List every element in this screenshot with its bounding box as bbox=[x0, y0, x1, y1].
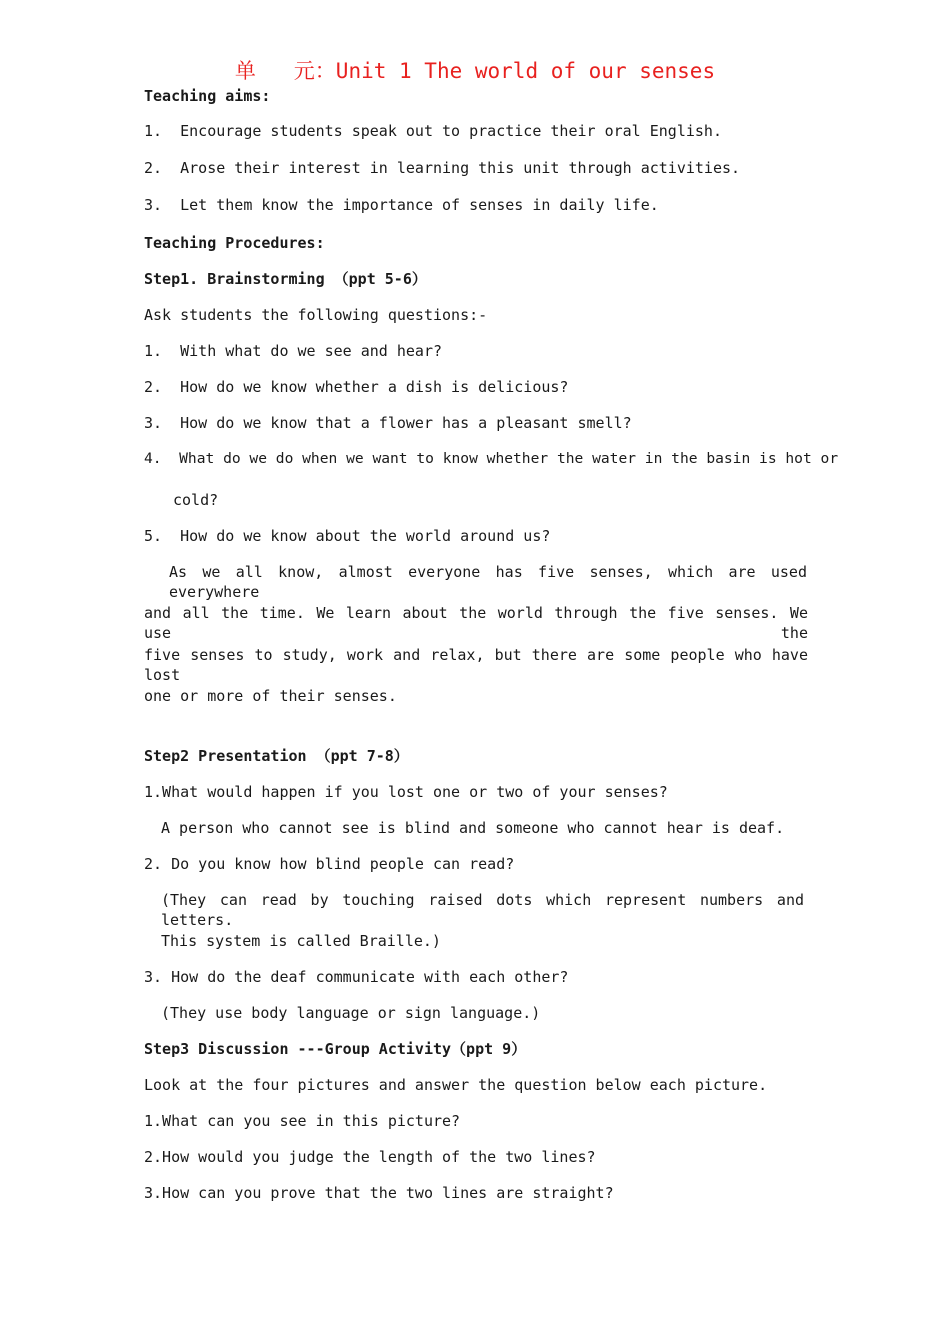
step1-question-3: 3. How do we know that a flower has a pleasant smell? bbox=[144, 414, 632, 432]
step2-answer-3: (They use body language or sign language.) bbox=[161, 1004, 541, 1022]
step1-question-4: 4. What do we do when we want to know whether the water in the basin is hot or bbox=[144, 450, 839, 467]
step1-question-4-continued: cold? bbox=[173, 491, 219, 509]
step2-answer-1: A person who cannot see is blind and someone who cannot hear is deaf. bbox=[161, 819, 785, 837]
page-title: 单 元：Unit 1 The world of our senses bbox=[234, 59, 716, 83]
teaching-aims-heading: Teaching aims: bbox=[144, 87, 271, 105]
aim-item-1: 1. Encourage students speak out to practice their oral English. bbox=[144, 122, 722, 140]
teaching-procedures-heading: Teaching Procedures: bbox=[144, 234, 325, 252]
step3-heading: Step3 Discussion ---Group Activity（ppt 9） bbox=[144, 1040, 527, 1058]
step1-intro: Ask students the following questions:- bbox=[144, 306, 488, 324]
step1-question-1: 1. With what do we see and hear? bbox=[144, 342, 443, 360]
step1-paragraph-line-3: five senses to study, work and relax, but there are some people who have lost bbox=[144, 646, 808, 684]
step2-question-2: 2. Do you know how blind people can read? bbox=[144, 855, 515, 873]
step1-heading: Step1. Brainstorming （ppt 5-6） bbox=[144, 270, 427, 288]
step3-question-2: 2.How would you judge the length of the two lines? bbox=[144, 1148, 596, 1166]
step1-paragraph-line-1: As we all know, almost everyone has five senses, which are used everywhere bbox=[169, 563, 807, 601]
aim-item-3: 3. Let them know the importance of senses in daily life. bbox=[144, 196, 659, 214]
step3-question-1: 1.What can you see in this picture? bbox=[144, 1112, 461, 1130]
step2-question-3: 3. How do the deaf communicate with each other? bbox=[144, 968, 569, 986]
step3-question-3: 3.How can you prove that the two lines are straight? bbox=[144, 1184, 614, 1202]
aim-item-2: 2. Arose their interest in learning this unit through activities. bbox=[144, 159, 741, 177]
step3-intro: Look at the four pictures and answer the question below each picture. bbox=[144, 1076, 768, 1094]
step1-paragraph-line-4: one or more of their senses. bbox=[144, 687, 397, 705]
step1-question-5: 5. How do we know about the world around us? bbox=[144, 527, 551, 545]
step2-heading: Step2 Presentation （ppt 7-8） bbox=[144, 747, 409, 765]
step1-question-2: 2. How do we know whether a dish is delicious? bbox=[144, 378, 569, 396]
step1-paragraph-line-2: and all the time. We learn about the world through the five senses. We use the bbox=[144, 604, 808, 642]
step2-answer-2: (They can read by touching raised dots which represent numbers and letters. bbox=[161, 891, 804, 929]
step2-question-1: 1.What would happen if you lost one or two of your senses? bbox=[144, 783, 668, 801]
step2-answer-2-continued: This system is called Braille.) bbox=[161, 932, 441, 950]
